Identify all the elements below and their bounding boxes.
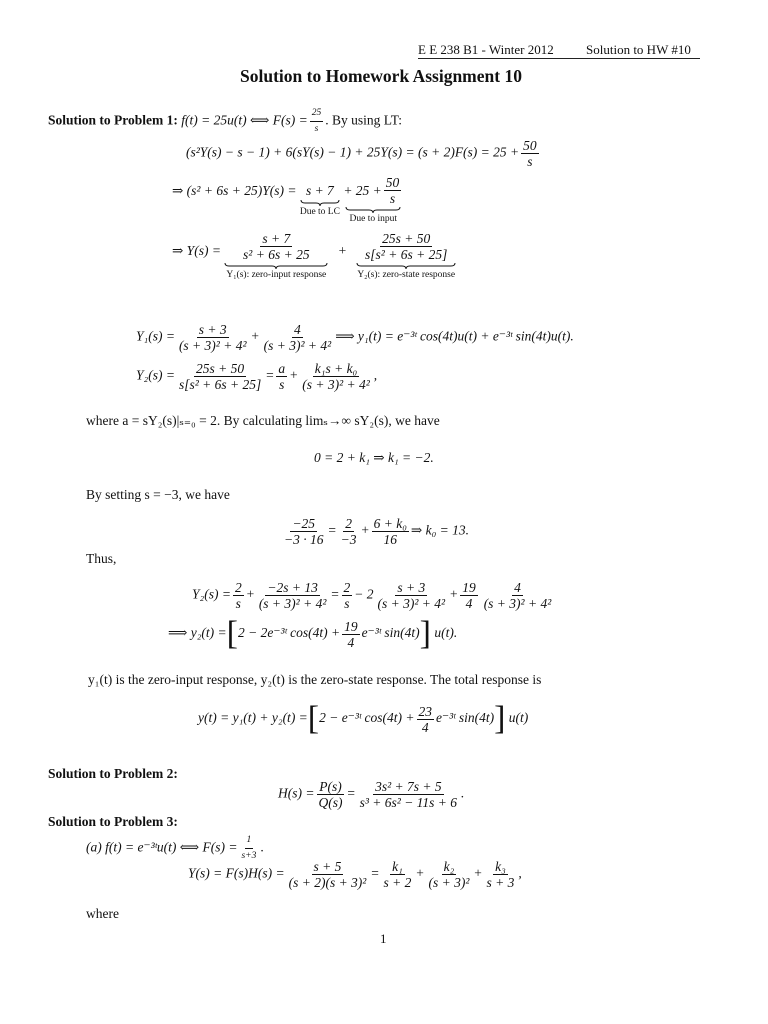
y2-plus: + xyxy=(289,367,299,383)
y-tail: , xyxy=(518,865,522,881)
k0-line xyxy=(280,516,469,547)
y1-rhs: ⟹ y₁(t) = e⁻³ᵗ cos(4t)u(t) + e⁻³ᵗ sin(4t)u(t). xyxy=(335,328,574,344)
frac-den: 4 xyxy=(347,634,355,650)
y2-tail: , xyxy=(373,367,378,383)
y-frac2 xyxy=(381,859,413,890)
frac-num: 19 xyxy=(344,618,358,634)
y2t-frac xyxy=(342,619,360,650)
frac-den: s+3 xyxy=(241,851,257,861)
header-rule xyxy=(418,58,700,59)
frac-num: 50 xyxy=(523,138,537,153)
problem1-intro xyxy=(48,106,402,137)
k1-equation: 0 = 2 + k₁ ⇒ k₁ = −2. xyxy=(314,450,434,465)
frac-num: 2 xyxy=(345,516,352,531)
y2t-inner2: e⁻³ᵗ sin(4t) xyxy=(361,625,420,641)
h-frac1 xyxy=(316,779,344,810)
frac-den: (s + 3)² + 4² xyxy=(263,338,332,353)
eq1-frac xyxy=(521,138,539,169)
y1-frac2 xyxy=(262,322,334,353)
header-course: E E 238 B1 - Winter 2012 xyxy=(418,42,554,57)
a-tail: . xyxy=(260,839,264,855)
frac-num: 25s + 50 xyxy=(196,361,245,376)
page-number: 1 xyxy=(380,931,387,946)
k0-eq: = xyxy=(327,522,337,538)
frac-num: 2 xyxy=(343,580,351,595)
brace-y1 xyxy=(224,231,328,281)
problem1-heading: Solution to Problem 1: xyxy=(48,112,178,128)
frac-num: P(s) xyxy=(319,779,342,794)
problem3-heading: Solution to Problem 3: xyxy=(48,814,178,829)
thus-line: Thus, xyxy=(86,551,117,566)
tot-inner2: e⁻³ᵗ sin(4t) xyxy=(436,710,495,726)
frac-num: 50 xyxy=(385,175,400,190)
y2b-minus: − 2 xyxy=(354,586,374,602)
underbrace-y2 xyxy=(356,262,456,270)
frac-num: k₁ xyxy=(392,859,403,874)
y1-line xyxy=(136,322,574,353)
label-y2: Y₂(s): zero-state response xyxy=(357,270,456,280)
problem3-y-line xyxy=(188,859,522,890)
y1-lhs: Y₁(s) = xyxy=(136,328,175,344)
problem3-where: where xyxy=(86,906,119,921)
frac-den: (s + 2)(s + 3)² xyxy=(288,875,367,890)
frac-den: (s + 3)² + 4² xyxy=(302,377,370,392)
eq2-plus: + 25 + xyxy=(343,182,382,198)
frac-den: s xyxy=(279,377,285,392)
frac-num: 25s + 50 xyxy=(382,231,431,246)
y2b-frac4 xyxy=(376,580,448,611)
y2t-lhs: ⟹ y₂(t) = xyxy=(168,625,227,641)
k0-tail: ⇒ k₀ = 13. xyxy=(410,522,470,538)
y2b-frac6 xyxy=(482,580,554,611)
problem1-intro-tail: . By using LT: xyxy=(325,112,403,128)
problem2-heading: Solution to Problem 2: xyxy=(48,766,178,781)
frac-num: s + 3 xyxy=(397,580,426,595)
eq3-frac2 xyxy=(363,231,449,262)
y-frac3 xyxy=(426,859,471,890)
frac-den: Q(s) xyxy=(318,795,343,810)
frac-num: −2s + 13 xyxy=(267,580,318,595)
frac-den: −3 xyxy=(340,532,357,547)
y2b-frac3 xyxy=(342,580,353,611)
brace-y2 xyxy=(356,231,456,281)
frac-den: s xyxy=(235,596,241,611)
y-lhs: Y(s) = F(s)H(s) = xyxy=(188,865,285,881)
frac-den: s[s² + 6s + 25] xyxy=(178,377,262,392)
y2-frac2 xyxy=(276,361,287,392)
h-eq: = xyxy=(346,785,356,801)
frac-num: k₃ xyxy=(495,859,506,874)
setting-line: By setting s = −3, we have xyxy=(86,487,230,502)
problem1-eq1 xyxy=(186,138,541,169)
eq2-term1: s + 7 xyxy=(305,183,334,198)
y-eq: = xyxy=(370,865,380,881)
frac-num: 2 xyxy=(234,580,242,595)
frac-den: s xyxy=(527,154,533,169)
y2b-line xyxy=(192,580,555,611)
label-y1: Y₁(s): zero-input response xyxy=(226,270,327,280)
problem1-eq2 xyxy=(172,175,403,225)
frac-num: 19 xyxy=(462,580,476,595)
tot-tail: u(t) xyxy=(508,710,529,726)
header-doc: Solution to HW #10 xyxy=(586,42,691,57)
eq3-plus: + xyxy=(337,243,347,258)
k0-frac3 xyxy=(372,516,409,547)
label-input: Due to input xyxy=(349,214,398,224)
problem1-intro-frac xyxy=(310,106,324,137)
y2-frac1 xyxy=(177,361,263,392)
tot-frac xyxy=(417,704,435,735)
frac-den: (s + 3)² + 4² xyxy=(377,596,446,611)
frac-den: s xyxy=(389,191,396,206)
left-bracket: [ xyxy=(226,615,238,652)
frac-num: 1 xyxy=(245,833,254,849)
frac-num: 25 xyxy=(310,106,324,122)
frac-num: s + 3 xyxy=(198,322,227,337)
tot-lhs: y(t) = y₁(t) + y₂(t) = xyxy=(198,710,308,726)
frac-num: k₂ xyxy=(443,859,455,874)
k0-plus: + xyxy=(360,522,370,538)
frac-num: 6 + k₀ xyxy=(373,516,407,531)
y2-eq: = xyxy=(265,367,275,383)
frac-num: −25 xyxy=(292,516,316,531)
h-frac2 xyxy=(358,779,459,810)
underbrace-lc xyxy=(300,199,340,207)
a-line: (a) f(t) = e⁻³ᵗu(t) ⟺ F(s) = xyxy=(86,839,238,855)
frac-den: s xyxy=(314,124,319,134)
problem1-eq3 xyxy=(172,231,456,281)
y2-frac3 xyxy=(300,361,372,392)
y2b-eq: = xyxy=(330,586,340,602)
tot-inner1: 2 − e⁻³ᵗ cos(4t) + xyxy=(319,710,415,726)
label-lc: Due to LC xyxy=(299,207,340,217)
underbrace-input xyxy=(345,206,401,214)
total-response-line xyxy=(198,702,528,736)
frac-den: s³ + 6s² − 11s + 6 xyxy=(359,795,458,810)
k0-frac1 xyxy=(282,516,326,547)
h-tail: . xyxy=(461,785,465,801)
eq3-lhs: ⇒ Y(s) = xyxy=(172,243,221,258)
frac-den: s xyxy=(344,596,350,611)
y2b-frac2 xyxy=(257,580,329,611)
y2-lhs: Y₂(s) = xyxy=(136,367,175,383)
frac-den: 4 xyxy=(465,596,473,611)
y1-plus: + xyxy=(250,328,260,344)
frac-den: −3 · 16 xyxy=(284,532,324,547)
frac-num: s + 7 xyxy=(262,231,291,246)
y2-line xyxy=(136,361,377,392)
underbrace-y1 xyxy=(224,262,328,270)
frac-den: s² + 6s + 25 xyxy=(243,247,310,262)
frac-den: (s + 3)² + 4² xyxy=(258,596,327,611)
frac-num: 23 xyxy=(418,703,433,719)
right-bracket: ] xyxy=(419,615,431,652)
y-plus2: + xyxy=(473,865,483,881)
frac-num: a xyxy=(278,361,286,376)
y2b-frac5 xyxy=(460,580,478,611)
y-frac4 xyxy=(485,859,517,890)
frac-num: k₁s + k₀ xyxy=(314,361,358,376)
frac-num: s + 5 xyxy=(313,859,342,874)
brace-lc xyxy=(300,183,340,218)
brace-input xyxy=(343,175,403,225)
k0-frac2 xyxy=(339,516,359,547)
y2b-lhs: Y₂(s) = xyxy=(192,586,231,602)
frac-den: (s + 3)² + 4² xyxy=(178,338,247,353)
frac-num: 4 xyxy=(294,322,301,337)
frac-num: 3s² + 7s + 5 xyxy=(375,779,442,794)
where-line: where a = sY₂(s)|ₛ₌₀ = 2. By calculating limₛ→∞ sY₂(s), we have xyxy=(86,413,440,428)
eq1-lhs: (s²Y(s) − s − 1) + 6(sY(s) − 1) + 25Y(s) = (s + 2)F(s) = 25 + xyxy=(186,144,520,160)
page-title: Solution to Homework Assignment 10 xyxy=(240,66,522,86)
frac-num: 4 xyxy=(514,580,521,595)
y1-frac1 xyxy=(177,322,249,353)
frac-den: s[s² + 6s + 25] xyxy=(365,247,448,262)
y-plus1: + xyxy=(415,865,425,881)
response-line: y₁(t) is the zero-input response, y₂(t) is the zero-state response. The total response is xyxy=(88,672,542,687)
y2b-frac1 xyxy=(233,580,244,611)
frac-den: 16 xyxy=(383,532,398,547)
frac-den: (s + 3)² + 4² xyxy=(483,596,552,611)
y2t-tail: u(t). xyxy=(434,625,458,641)
frac-den: s + 3 xyxy=(486,875,515,890)
y2b-plus2: + xyxy=(449,586,459,602)
eq2-lhs: ⇒ (s² + 6s + 25)Y(s) = xyxy=(172,183,297,198)
eq3-frac1 xyxy=(241,231,312,262)
y2b-plus: + xyxy=(245,586,255,602)
y2t-line xyxy=(168,617,457,651)
problem2-equation xyxy=(278,779,464,810)
eq2-frac xyxy=(384,175,402,206)
frac-den: (s + 3)² xyxy=(428,875,470,890)
left-bracket: [ xyxy=(307,700,320,737)
y2t-inner1: 2 − 2e⁻³ᵗ cos(4t) + xyxy=(237,625,341,641)
problem1-intro-eq: f(t) = 25u(t) ⟺ F(s) = xyxy=(181,112,308,128)
h-lhs: H(s) = xyxy=(278,785,315,801)
frac-den: 4 xyxy=(421,719,429,735)
right-bracket: ] xyxy=(494,700,506,737)
y-frac1 xyxy=(287,859,369,890)
frac-den: s + 2 xyxy=(383,875,412,890)
